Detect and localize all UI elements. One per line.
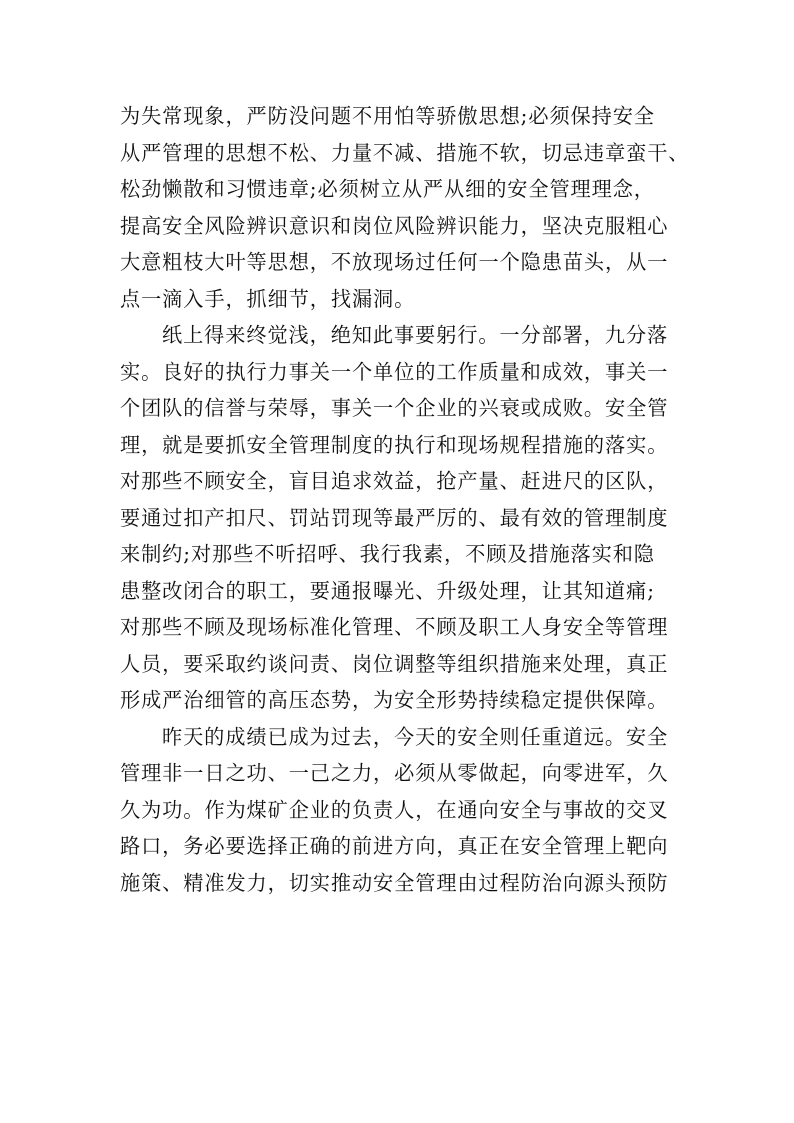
text-line: 理，就是要抓安全管理制度的执行和现场规程措施的落实。 bbox=[120, 432, 669, 457]
text-line: 提高安全风险辨识意识和岗位风险辨识能力，坚决克服粗心 bbox=[120, 213, 669, 238]
text-line: 来制约;对那些不听招呼、我行我素，不顾及措施落实和隐 bbox=[120, 542, 655, 566]
text-line: 大意粗枝大叶等思想，不放现场过任何一个隐患苗头，从一 bbox=[120, 250, 669, 274]
text-line: 路口，务必要选择正确的前进方向，真正在安全管理上靶向 bbox=[120, 834, 669, 858]
text-line: 松劲懒散和习惯违章;必须树立从严从细的安全管理理念， bbox=[120, 177, 655, 201]
text-line: 对那些不顾及现场标准化管理、不顾及职工人身安全等管理 bbox=[120, 615, 669, 639]
text-line: 患整改闭合的职工，要通报曝光、升级处理，让其知道痛; bbox=[120, 578, 655, 603]
text-line: 对那些不顾安全，盲目追求效益，抢产量、赶进尺的区队， bbox=[120, 469, 669, 493]
text-line: 形成严治细管的高压态势，为安全形势持续稳定提供保障。 bbox=[120, 688, 669, 712]
paragraph-first-line: 纸上得来终觉浅，绝知此事要躬行。一分部署，九分落 bbox=[162, 323, 669, 347]
text-line: 久为功。作为煤矿企业的负责人，在通向安全与事故的交叉 bbox=[120, 797, 669, 822]
text-line: 人员，要采取约谈问责、岗位调整等组织措施来处理，真正 bbox=[120, 651, 669, 676]
text-line: 要通过扣产扣尺、罚站罚现等最严厉的、最有效的管理制度 bbox=[120, 505, 669, 530]
text-line: 实。良好的执行力事关一个单位的工作质量和成效，事关一 bbox=[120, 359, 669, 384]
text-line: 个团队的信誉与荣辱，事关一个企业的兴衰或成败。安全管 bbox=[120, 396, 669, 420]
text-line: 点一滴入手，抓细节，找漏洞。 bbox=[120, 286, 416, 311]
paragraph-first-line: 昨天的成绩已成为过去，今天的安全则任重道远。安全 bbox=[162, 724, 669, 749]
text-line: 施策、精准发力，切实推动安全管理由过程防治向源头预防 bbox=[120, 870, 669, 895]
text-line: 从严管理的思想不松、力量不减、措施不软，切忌违章蛮干、 bbox=[120, 140, 690, 165]
text-line: 为失常现象，严防没问题不用怕等骄傲思想;必须保持安全 bbox=[120, 104, 655, 128]
body-text bbox=[120, 98, 690, 901]
text-line: 管理非一日之功、一己之力，必须从零做起，向零进军，久 bbox=[120, 761, 669, 785]
